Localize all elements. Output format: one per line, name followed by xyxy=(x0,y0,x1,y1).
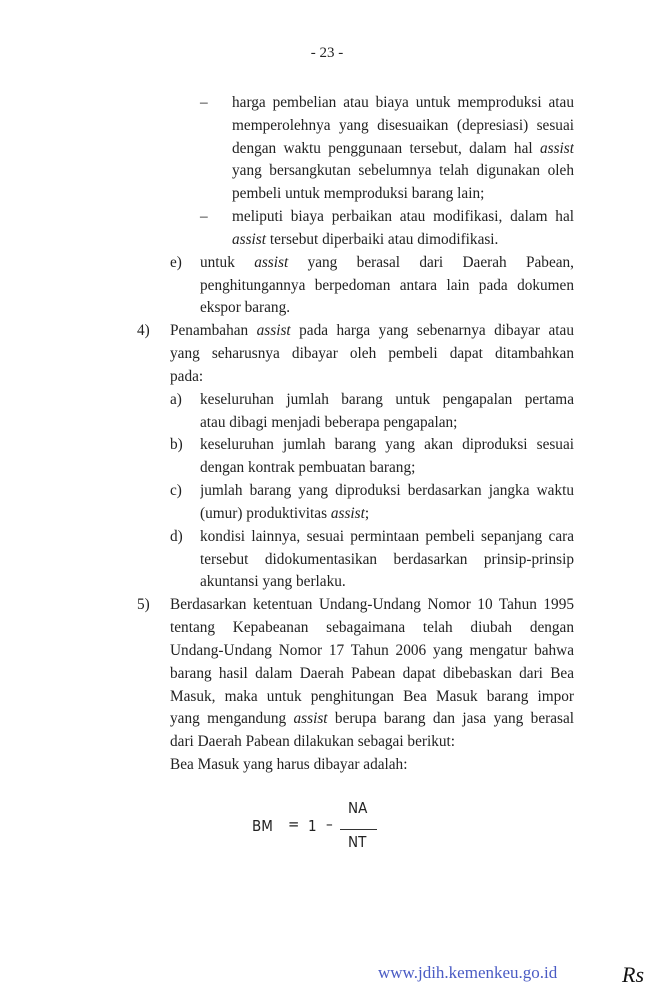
line-text xyxy=(170,731,574,754)
line-text xyxy=(200,480,574,503)
list-marker: – xyxy=(200,208,208,226)
text-segment: kondisi lainnya, sesuai permintaan pembeli sepanjang cara xyxy=(200,527,574,545)
text-segment: pembeli untuk memproduksi barang lain; xyxy=(232,185,485,203)
bea-masuk-formula xyxy=(245,795,395,855)
italic-term: assist xyxy=(232,230,267,248)
text-segment: ekspor barang. xyxy=(200,299,291,317)
list-marker: c) xyxy=(170,482,182,500)
line-text xyxy=(200,549,574,572)
list-marker: b) xyxy=(170,436,183,454)
text-line xyxy=(0,366,654,389)
line-text xyxy=(232,160,574,183)
initials-signature: Rs xyxy=(622,962,644,987)
formula-minus: – xyxy=(326,815,333,833)
line-text xyxy=(200,457,574,480)
formula-lhs: BM xyxy=(252,817,273,835)
footer-website-link[interactable]: www.jdih.kemenkeu.go.id xyxy=(378,963,558,982)
line-text xyxy=(170,754,574,777)
line-text xyxy=(200,389,574,412)
text-line xyxy=(0,503,654,526)
text-segment: untuk xyxy=(200,253,255,271)
line-text xyxy=(170,320,574,343)
text-line xyxy=(0,480,654,503)
text-segment: barang hasil dalam Daerah Pabean dapat dibebaskan dari Bea xyxy=(170,664,574,682)
list-marker: – xyxy=(200,94,208,111)
text-line xyxy=(0,663,654,686)
italic-term: assist xyxy=(254,253,289,271)
line-text xyxy=(170,686,574,709)
text-segment: dengan waktu penggunaan tersebut, dalam hal xyxy=(232,139,540,157)
text-line xyxy=(0,754,654,777)
text-segment: yang berasal dari Daerah Pabean, xyxy=(288,253,574,271)
formula-denominator: NT xyxy=(348,833,367,851)
line-text xyxy=(170,663,574,686)
line-text xyxy=(200,434,574,457)
line-text xyxy=(232,92,574,115)
text-segment: harga pembelian atau biaya untuk memproduksi atau xyxy=(232,94,574,111)
formula-numerator: NA xyxy=(348,799,368,817)
text-line xyxy=(0,275,654,298)
text-segment: meliputi biaya perbaikan atau modifikasi, dalam hal xyxy=(232,208,574,226)
line-text xyxy=(232,206,574,229)
text-segment: Bea Masuk yang harus dibayar adalah: xyxy=(170,756,408,774)
text-line xyxy=(0,617,654,640)
line-text xyxy=(200,503,574,526)
text-line xyxy=(0,389,654,412)
fraction-bar xyxy=(340,829,377,830)
text-line xyxy=(0,526,654,549)
text-segment: yang mengandung xyxy=(170,710,294,728)
line-text xyxy=(170,343,574,366)
text-segment: Penambahan xyxy=(170,322,257,340)
text-line xyxy=(0,92,654,115)
text-line xyxy=(0,320,654,343)
line-text xyxy=(232,115,574,138)
line-text xyxy=(170,708,574,731)
line-text xyxy=(200,412,574,435)
text-line xyxy=(0,708,654,731)
text-line xyxy=(0,160,654,183)
list-marker: 5) xyxy=(137,596,150,614)
line-text xyxy=(200,526,574,549)
text-line xyxy=(0,549,654,572)
text-segment: dengan kontrak pembuatan barang; xyxy=(200,459,416,477)
text-line xyxy=(0,206,654,229)
text-line xyxy=(0,731,654,754)
text-segment: penghitungannya berpedoman antara lain pada dokumen xyxy=(200,276,574,294)
text-line xyxy=(0,343,654,366)
line-text xyxy=(170,617,574,640)
text-segment: atau dibagi menjadi beberapa pengapalan; xyxy=(200,413,458,431)
text-segment: dari Daerah Pabean dilakukan sebagai berikut: xyxy=(170,733,456,751)
text-line xyxy=(0,297,654,320)
text-segment: Undang-Undang Nomor 17 Tahun 2006 yang mengatur bahwa xyxy=(170,641,574,659)
text-segment: pada: xyxy=(170,367,204,385)
text-segment: memperolehnya yang disesuaikan (depresiasi) sesuai xyxy=(232,116,574,134)
formula-one: 1 xyxy=(308,817,317,835)
line-text xyxy=(200,571,574,594)
line-text xyxy=(170,366,574,389)
document-body xyxy=(0,92,654,777)
text-line xyxy=(0,640,654,663)
text-segment: Berdasarkan ketentuan Undang-Undang Nomor 10 Tahun 1995 xyxy=(170,596,574,614)
text-segment: keseluruhan jumlah barang yang akan diproduksi sesuai xyxy=(200,436,574,454)
text-segment: berupa barang dan jasa yang berasal xyxy=(327,710,574,728)
text-line xyxy=(0,434,654,457)
text-segment: tersebut didokumentasikan berdasarkan prinsip-prinsip xyxy=(200,550,574,568)
list-marker: d) xyxy=(170,527,183,545)
text-line xyxy=(0,115,654,138)
formula-equals: = xyxy=(288,815,300,833)
text-line xyxy=(0,138,654,161)
text-segment: pada harga yang sebenarnya dibayar atau xyxy=(290,322,574,340)
text-segment: Masuk, maka untuk penghitungan Bea Masuk barang impor xyxy=(170,687,574,705)
text-segment: yang seharusnya dibayar oleh pembeli dapat ditambahkan xyxy=(170,345,574,363)
line-text xyxy=(232,229,574,252)
text-segment: ; xyxy=(364,504,370,522)
text-line xyxy=(0,252,654,275)
italic-term: assist xyxy=(256,322,291,340)
text-segment: jumlah barang yang diproduksi berdasarkan jangka waktu xyxy=(200,482,574,500)
text-line xyxy=(0,183,654,206)
text-segment: yang bersangkutan sebelumnya telah digunakan oleh xyxy=(232,162,574,180)
italic-term: assist xyxy=(539,139,574,157)
text-segment: akuntansi yang berlaku. xyxy=(200,573,346,591)
text-line xyxy=(0,686,654,709)
italic-term: assist xyxy=(293,710,328,728)
text-segment: tentang Kepabeanan sebagaimana telah diubah dengan xyxy=(170,619,574,637)
text-segment: (umur) produktivitas xyxy=(200,504,331,522)
text-line xyxy=(0,571,654,594)
text-line xyxy=(0,412,654,435)
line-text xyxy=(200,275,574,298)
page-number: - 23 - xyxy=(310,45,344,61)
text-line xyxy=(0,457,654,480)
list-marker: e) xyxy=(170,253,182,271)
text-segment: keseluruhan jumlah barang untuk pengapalan pertama xyxy=(200,390,574,408)
line-text xyxy=(232,138,574,161)
list-marker: 4) xyxy=(137,322,150,340)
line-text xyxy=(170,640,574,663)
line-text xyxy=(170,594,574,617)
line-text xyxy=(200,252,574,275)
text-line xyxy=(0,229,654,252)
line-text xyxy=(232,183,574,206)
italic-term: assist xyxy=(330,504,365,522)
list-marker: a) xyxy=(170,390,182,408)
text-segment: tersebut diperbaiki atau dimodifikasi. xyxy=(266,230,499,248)
text-line xyxy=(0,594,654,617)
line-text xyxy=(200,297,574,320)
